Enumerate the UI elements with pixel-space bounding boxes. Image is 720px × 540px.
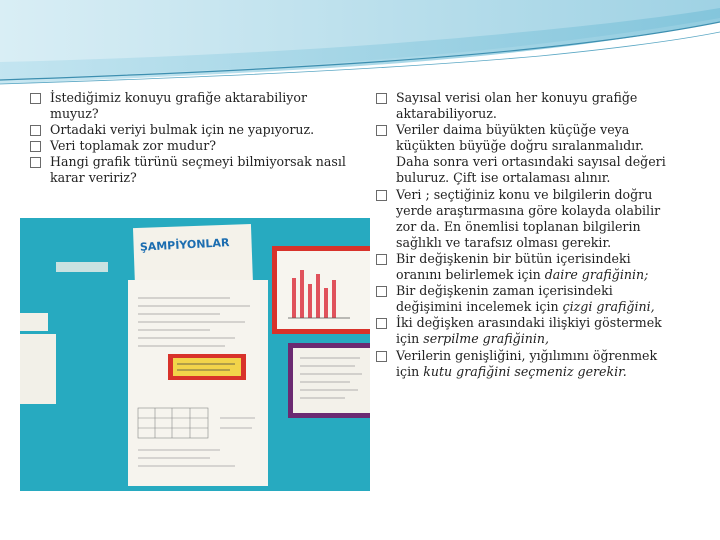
poster-title: ŞAMPİYONLAR (139, 236, 230, 254)
checkbox-bullet-icon (376, 351, 387, 362)
poster-title-paper (133, 224, 253, 288)
list-item: Ortadaki veriyi bulmak için ne yapıyoruz. (28, 122, 358, 138)
checkbox-bullet-icon (376, 93, 387, 104)
question-list (28, 90, 358, 187)
list-item: Veri ; seçtiğiniz konu ve bilgilerin doğru yerde araştırmasına göre kolayda olabilir zor da. En önemlisi toplanan bilgilerin sağlıklı ve tarafsız olması gerekir. (374, 187, 674, 251)
list-item: İki değişken arasındaki ilişkiyi göstermek için serpilme grafiğinin, (374, 315, 674, 347)
list-item: Hangi grafik türünü seçmeyi bilmiyorsak nasıl karar veririz? (28, 154, 358, 186)
checkbox-bullet-icon (30, 157, 41, 168)
wave-banner (0, 0, 720, 90)
list-item: Bir değişkenin bir bütün içerisindeki oranını belirlemek için daire grafiğinin; (374, 251, 674, 283)
list-item: Veri toplamak zor mudur? (28, 138, 358, 154)
list-item: İstediğimiz konuyu grafiğe aktarabiliyor muyuz? (28, 90, 358, 122)
checkbox-bullet-icon (376, 190, 387, 201)
checkbox-bullet-icon (376, 318, 387, 329)
list-item: Sayısal verisi olan her konuyu grafiğe aktarabiliyoruz. (374, 90, 674, 122)
checkbox-bullet-icon (30, 141, 41, 152)
list-item: Verilerin genişliğini, yığılımını öğrenmek için kutu grafiğini seçmeniz gerekir. (374, 348, 674, 380)
checkbox-bullet-icon (376, 286, 387, 297)
list-item: Bir değişkenin zaman içerisindeki değişimini incelemek için çizgi grafiğini, (374, 283, 674, 315)
checkbox-bullet-icon (30, 125, 41, 136)
checkbox-bullet-icon (376, 254, 387, 265)
main-poster-sheet (128, 280, 268, 486)
poster-board-photo (20, 218, 370, 491)
checkbox-bullet-icon (30, 93, 41, 104)
list-item: Veriler daima büyükten küçüğe veya küçükten büyüğe doğru sıralanmalıdır. Daha sonra veri ortasındaki sayısal değeri buluruz. Çift ise ortalaması alınır. (374, 122, 674, 186)
answer-list (374, 90, 674, 380)
checkbox-bullet-icon (376, 125, 387, 136)
